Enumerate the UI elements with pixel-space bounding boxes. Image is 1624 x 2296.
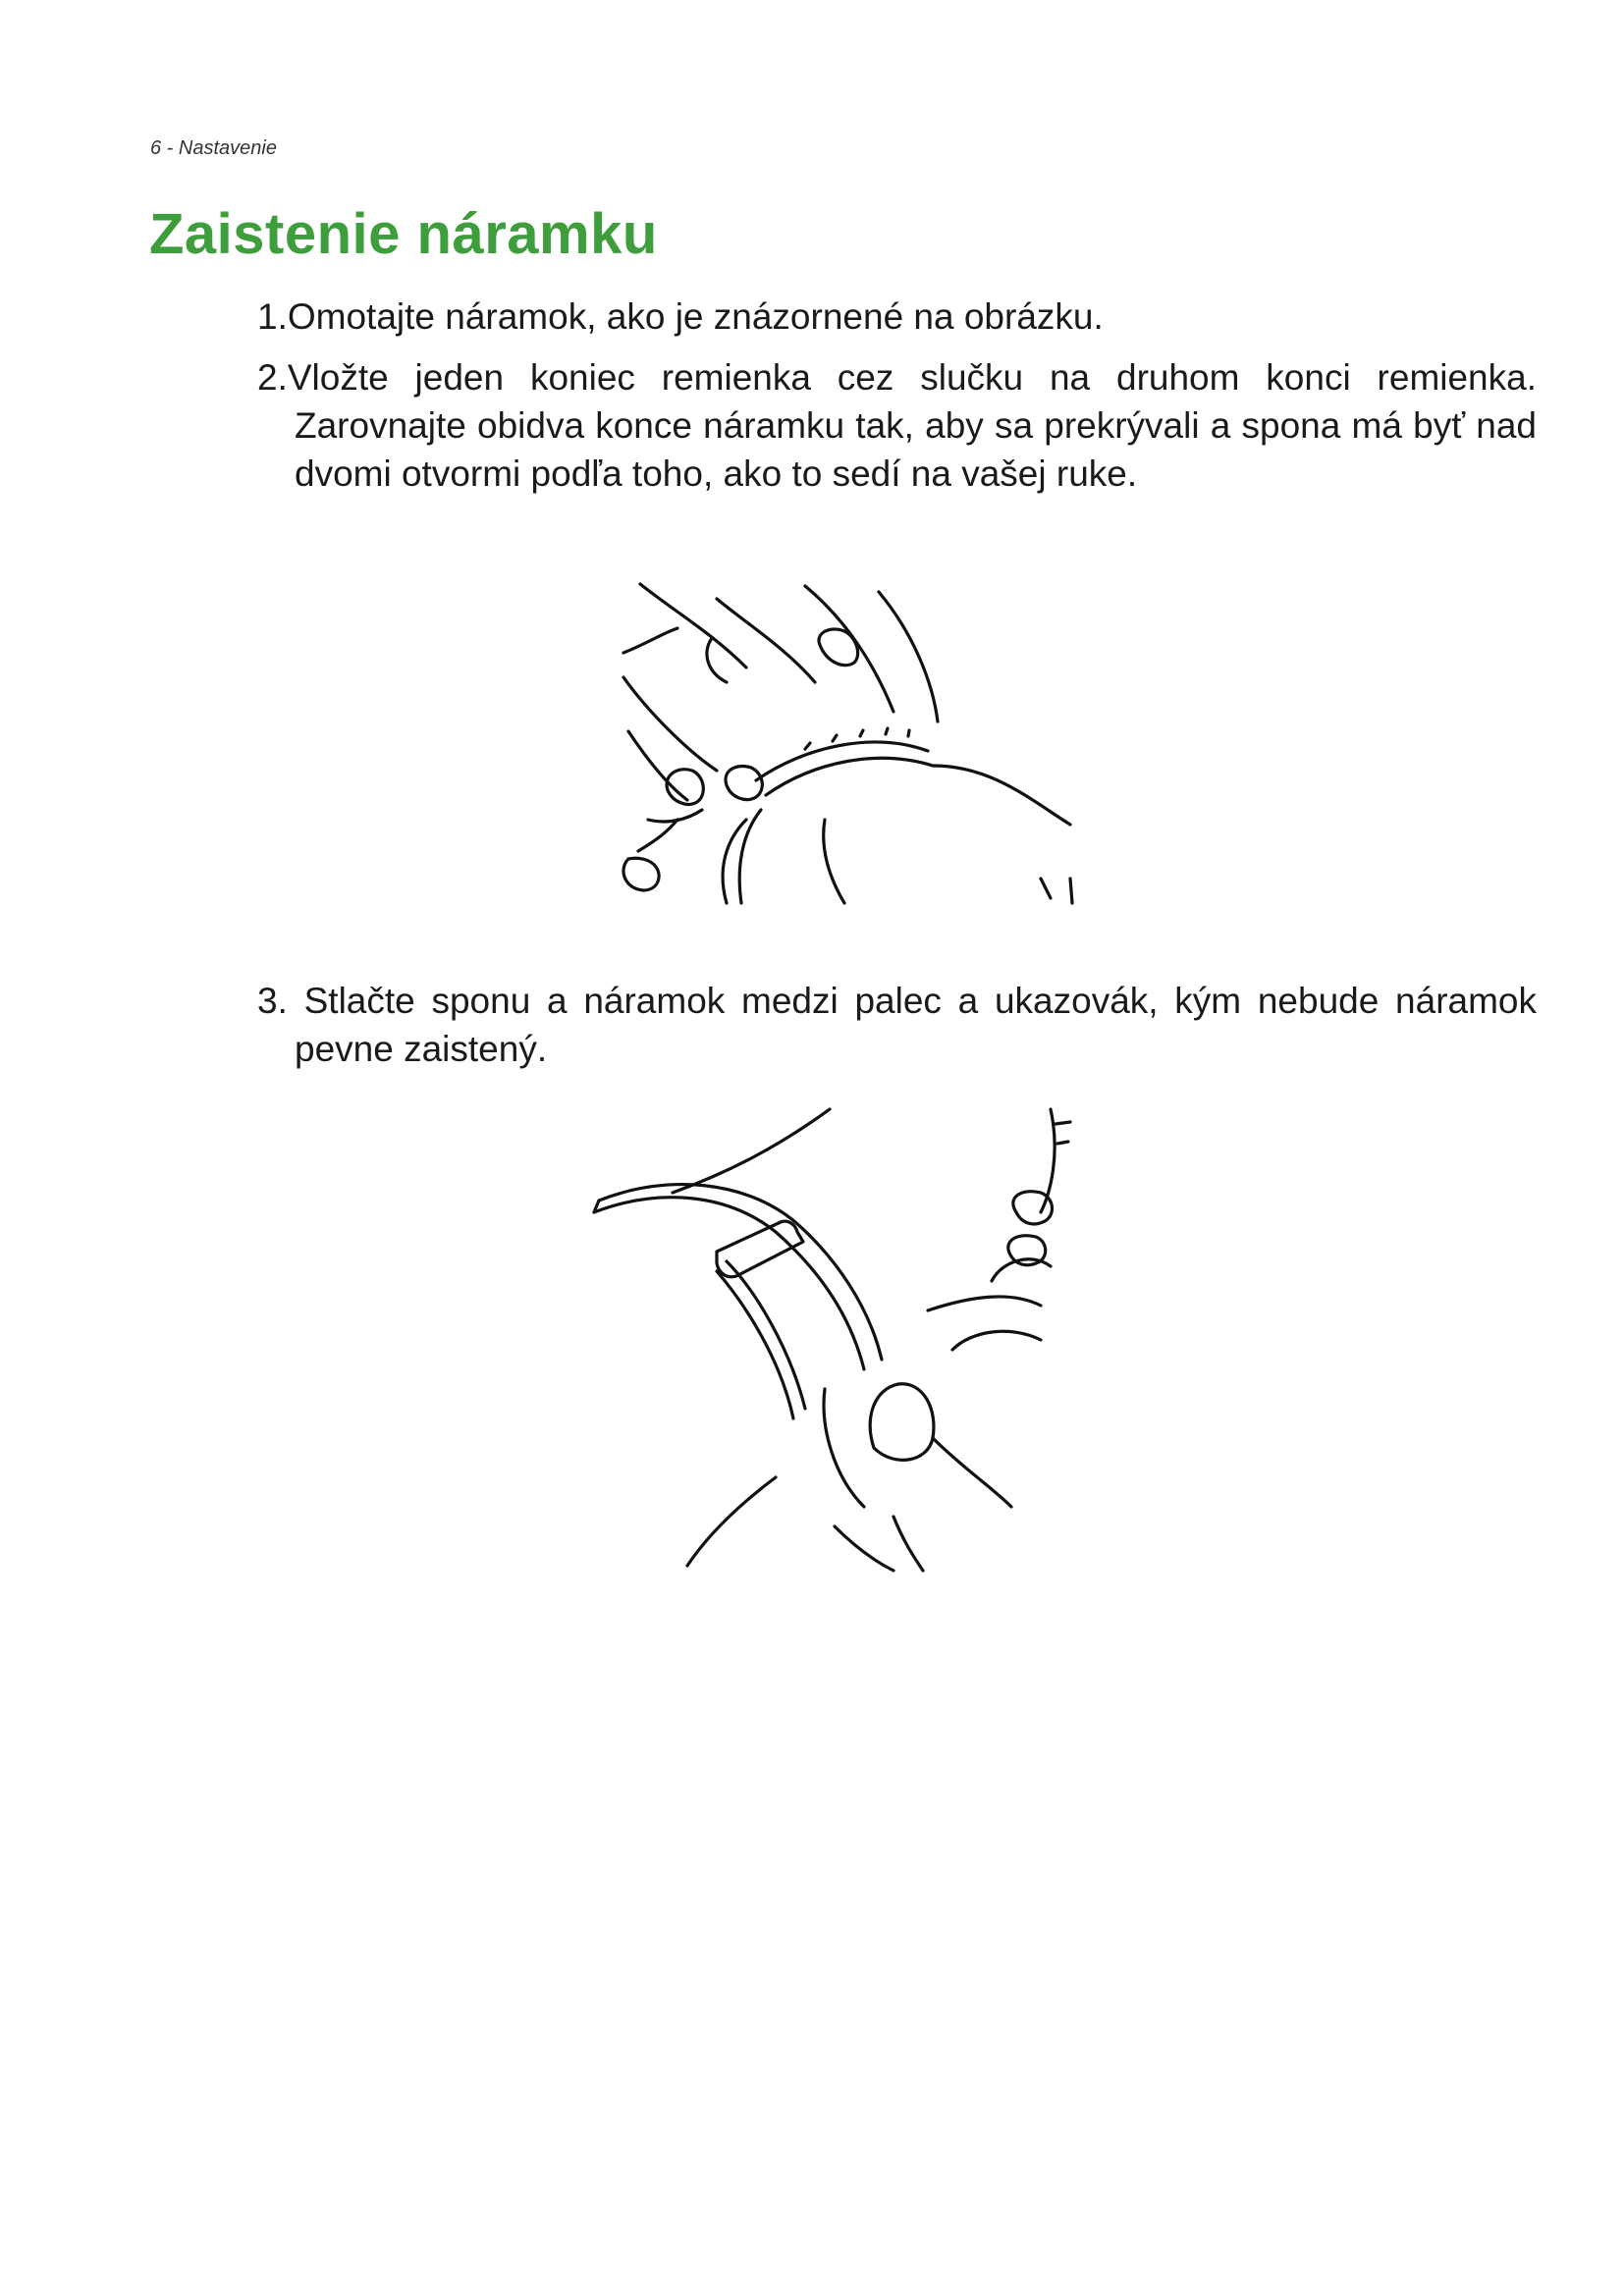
step-number: 3. [257,981,304,1021]
pressing-buckle-illustration [579,1095,1080,1585]
step-number: 1. [257,296,288,337]
step-2 [257,353,1537,498]
step-text: Stlačte sponu a náramok medzi palec a ukazovák, kým nebude náramok pevne zaistený. [295,981,1538,1069]
step-1 [257,293,1537,341]
step-number: 2. [257,357,288,398]
running-header: 6 - Nastavenie [150,137,277,159]
wrapping-band-illustration [609,574,1100,908]
step-text: Omotajte náramok, ako je znázornené na obrázku. [287,296,1104,337]
step-text: Vložte jeden koniec remienka cez slučku na druhom konci remienka. Zarovnajte obidva konce náramku tak, aby sa prekrývali a spona má byť nad dvomi otvormi podľa toho, ako to sedí na vašej ruke. [287,357,1537,494]
step-3 [257,977,1537,1073]
page-title: Zaistenie náramku [149,202,658,266]
